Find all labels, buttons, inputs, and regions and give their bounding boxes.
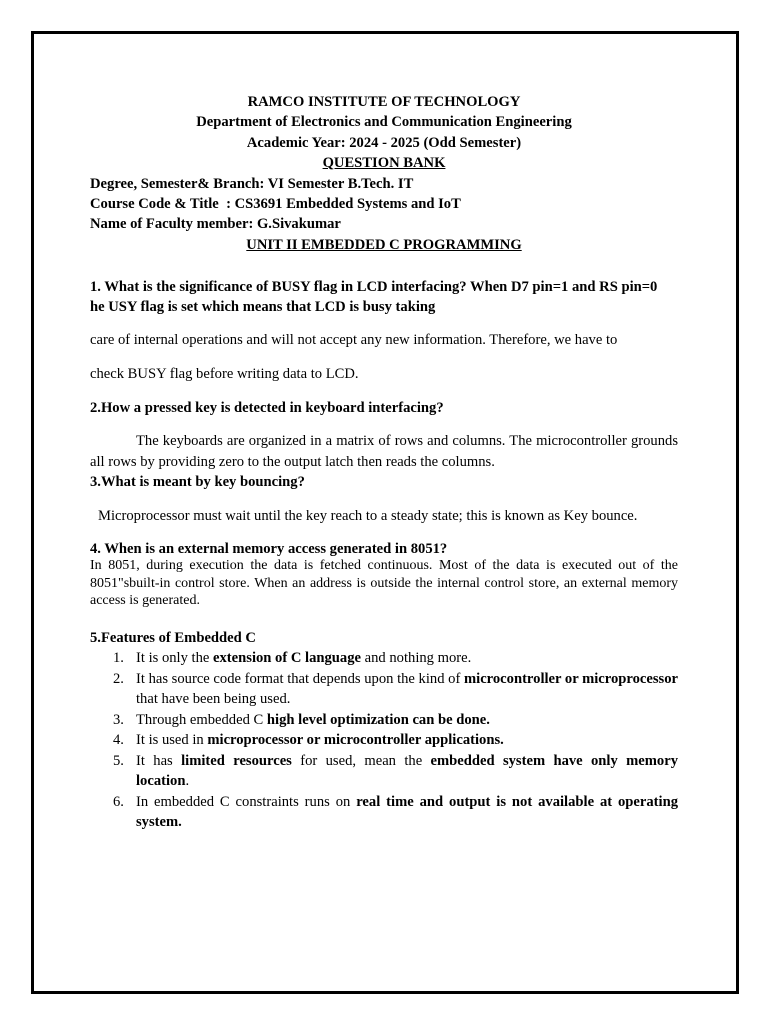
q1-question-line1: 1. What is the significance of BUSY flag in LCD interfacing? When D7 pin=1 and RS pin=0 <box>90 279 658 295</box>
degree-line: Degree, Semester& Branch: VI Semester B.Tech. IT <box>90 176 414 192</box>
course-line: Course Code & Title : CS3691 Embedded Systems and IoT <box>90 196 461 212</box>
q1-answer-line1: care of internal operations and will not accept any new information. Therefore, we have to <box>90 332 618 348</box>
q2-question: 2.How a pressed key is detected in keyboard interfacing? <box>90 400 444 416</box>
doc-type-title: QUESTION BANK <box>322 155 446 171</box>
list-item: 1. It is only the extension of C language and nothing more. <box>113 650 472 666</box>
list-item: 4. It is used in microprocessor or microcontroller applications. <box>113 732 504 748</box>
q4-question: 4. When is an external memory access generated in 8051? <box>90 541 448 557</box>
unit-title: UNIT II EMBEDDED C PROGRAMMING <box>246 237 522 253</box>
academic-year: Academic Year: 2024 - 2025 (Odd Semester) <box>246 135 522 151</box>
q5-feature-list <box>90 648 678 833</box>
q4-answer: In 8051, during execution the data is fetched continuous. Most of the data is executed out of the 8051"sbuilt-in control store. When an address is outside the internal control store, an external memory access is generated. <box>90 558 678 608</box>
department-name: Department of Electronics and Communication Engineering <box>196 114 572 130</box>
list-item: 3. Through embedded C high level optimization can be done. <box>113 711 490 728</box>
q3-answer: Microprocessor must wait until the key reach to a steady state; this is known as Key bounce. <box>98 508 638 524</box>
list-item: 2. It has source code format that depends upon the kind of microcontroller or microprocessor that have been being used. <box>113 670 678 707</box>
q2-answer: The keyboards are organized in a matrix of rows and columns. The microcontroller grounds all rows by providing zero to the output latch then reads the columns. <box>90 433 678 470</box>
q3-question: 3.What is meant by key bouncing? <box>90 474 305 490</box>
faculty-line: Name of Faculty member: G.Sivakumar <box>90 216 341 232</box>
q1-question-line2: he USY flag is set which means that LCD is busy taking <box>90 299 436 315</box>
institute-name: RAMCO INSTITUTE OF TECHNOLOGY <box>247 94 521 110</box>
list-item: 5. It has limited resources for used, mean the embedded system have only memory location. <box>113 752 678 789</box>
q5-heading: 5.Features of Embedded C <box>90 630 256 646</box>
q1-answer-line2: check BUSY flag before writing data to LCD. <box>90 366 359 382</box>
list-item: 6. In embedded C constraints runs on real time and output is not available at operating system. <box>113 793 678 830</box>
